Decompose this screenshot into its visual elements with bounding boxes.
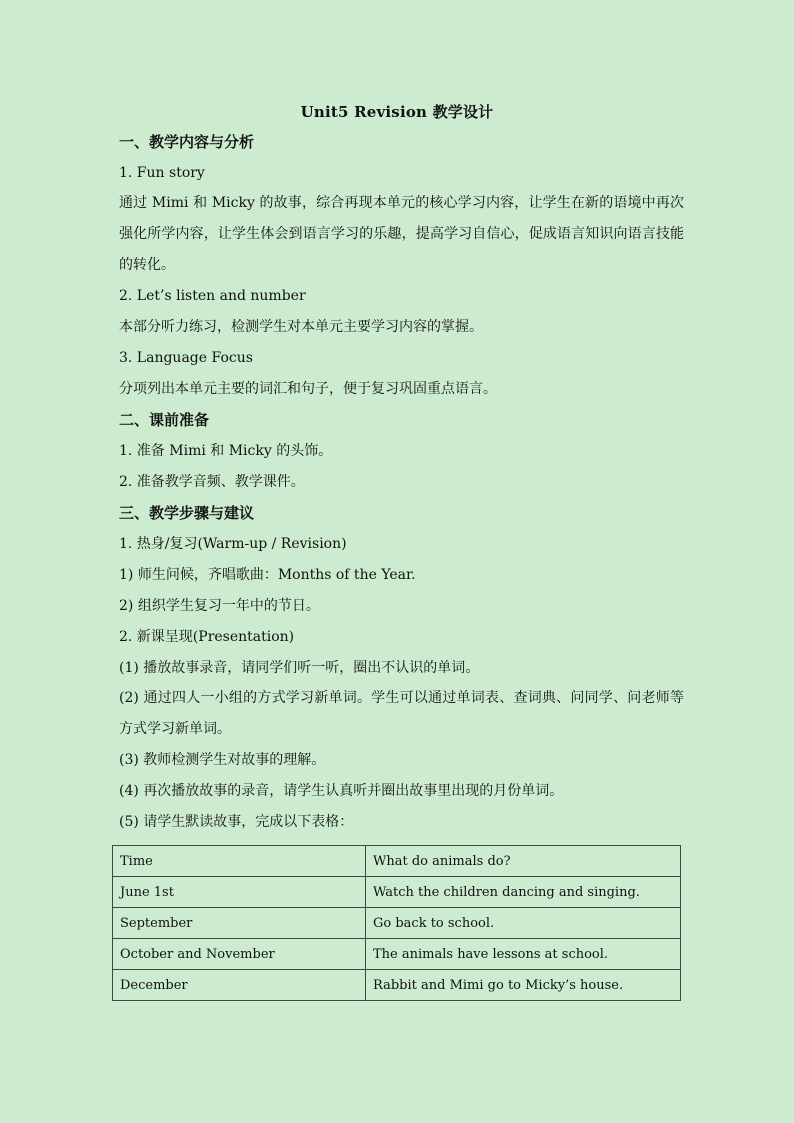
table-row	[113, 939, 681, 970]
document-title: Unit5 Revision 教学设计	[300, 103, 494, 121]
table-cell: December	[113, 970, 366, 1001]
step-line-long: (2) 通过四人一小组的方式学习新单词。学生可以通过单词表、查词典、问同学、问老师等方式学习新单词。	[119, 690, 684, 737]
step-line: 1. 热身/复习(Warm-up / Revision)	[119, 536, 347, 552]
table-cell: June 1st	[113, 877, 366, 908]
table-cell: Watch the children dancing and singing.	[366, 877, 681, 908]
table-cell: September	[113, 908, 366, 939]
fun-story-description: 通过 Mimi 和 Micky 的故事，综合再现本单元的核心学习内容，让学生在新的语境中再次强化所学内容，让学生体会到语言学习的乐趣，提高学习自信心，促成语言知识向语言技能的转化。	[119, 195, 684, 273]
table-header-cell: Time	[113, 846, 366, 877]
table-row	[113, 970, 681, 1001]
item-listen-and-number: 2. Let’s listen and number	[119, 288, 306, 304]
table-cell: Rabbit and Mimi go to Micky’s house.	[366, 970, 681, 1001]
step-line: 2. 新课呈现(Presentation)	[119, 629, 295, 645]
step-line: 1) 师生问候，齐唱歌曲：Months of the Year.	[119, 567, 416, 583]
table-row	[113, 877, 681, 908]
prep-item: 1. 准备 Mimi 和 Micky 的头饰。	[119, 443, 333, 459]
table-header-row	[113, 846, 681, 877]
step-line: (5) 请学生默读故事，完成以下表格：	[119, 814, 354, 830]
section-heading-steps: 三、教学步骤与建议	[119, 504, 255, 522]
section-heading-preparation: 二、课前准备	[119, 411, 210, 429]
story-table	[112, 845, 681, 1001]
table-cell: Go back to school.	[366, 908, 681, 939]
listen-description: 本部分听力练习，检测学生对本单元主要学习内容的掌握。	[119, 319, 483, 335]
step-line: 2) 组织学生复习一年中的节日。	[119, 598, 320, 614]
table-cell: The animals have lessons at school.	[366, 939, 681, 970]
table-header-cell: What do animals do?	[366, 846, 681, 877]
step-line: (1) 播放故事录音，请同学们听一听，圈出不认识的单词。	[119, 660, 480, 676]
prep-item: 2. 准备教学音频、教学课件。	[119, 474, 305, 490]
table-row	[113, 908, 681, 939]
item-fun-story: 1. Fun story	[119, 165, 205, 181]
table-cell: October and November	[113, 939, 366, 970]
section-heading-content-analysis: 一、教学内容与分析	[119, 133, 255, 151]
language-focus-description: 分项列出本单元主要的词汇和句子，便于复习巩固重点语言。	[119, 381, 497, 397]
step-line: (3) 教师检测学生对故事的理解。	[119, 752, 326, 768]
document-body	[119, 132, 684, 843]
step-line: (4) 再次播放故事的录音，请学生认真听并圈出故事里出现的月份单词。	[119, 783, 564, 799]
item-language-focus: 3. Language Focus	[119, 350, 253, 366]
